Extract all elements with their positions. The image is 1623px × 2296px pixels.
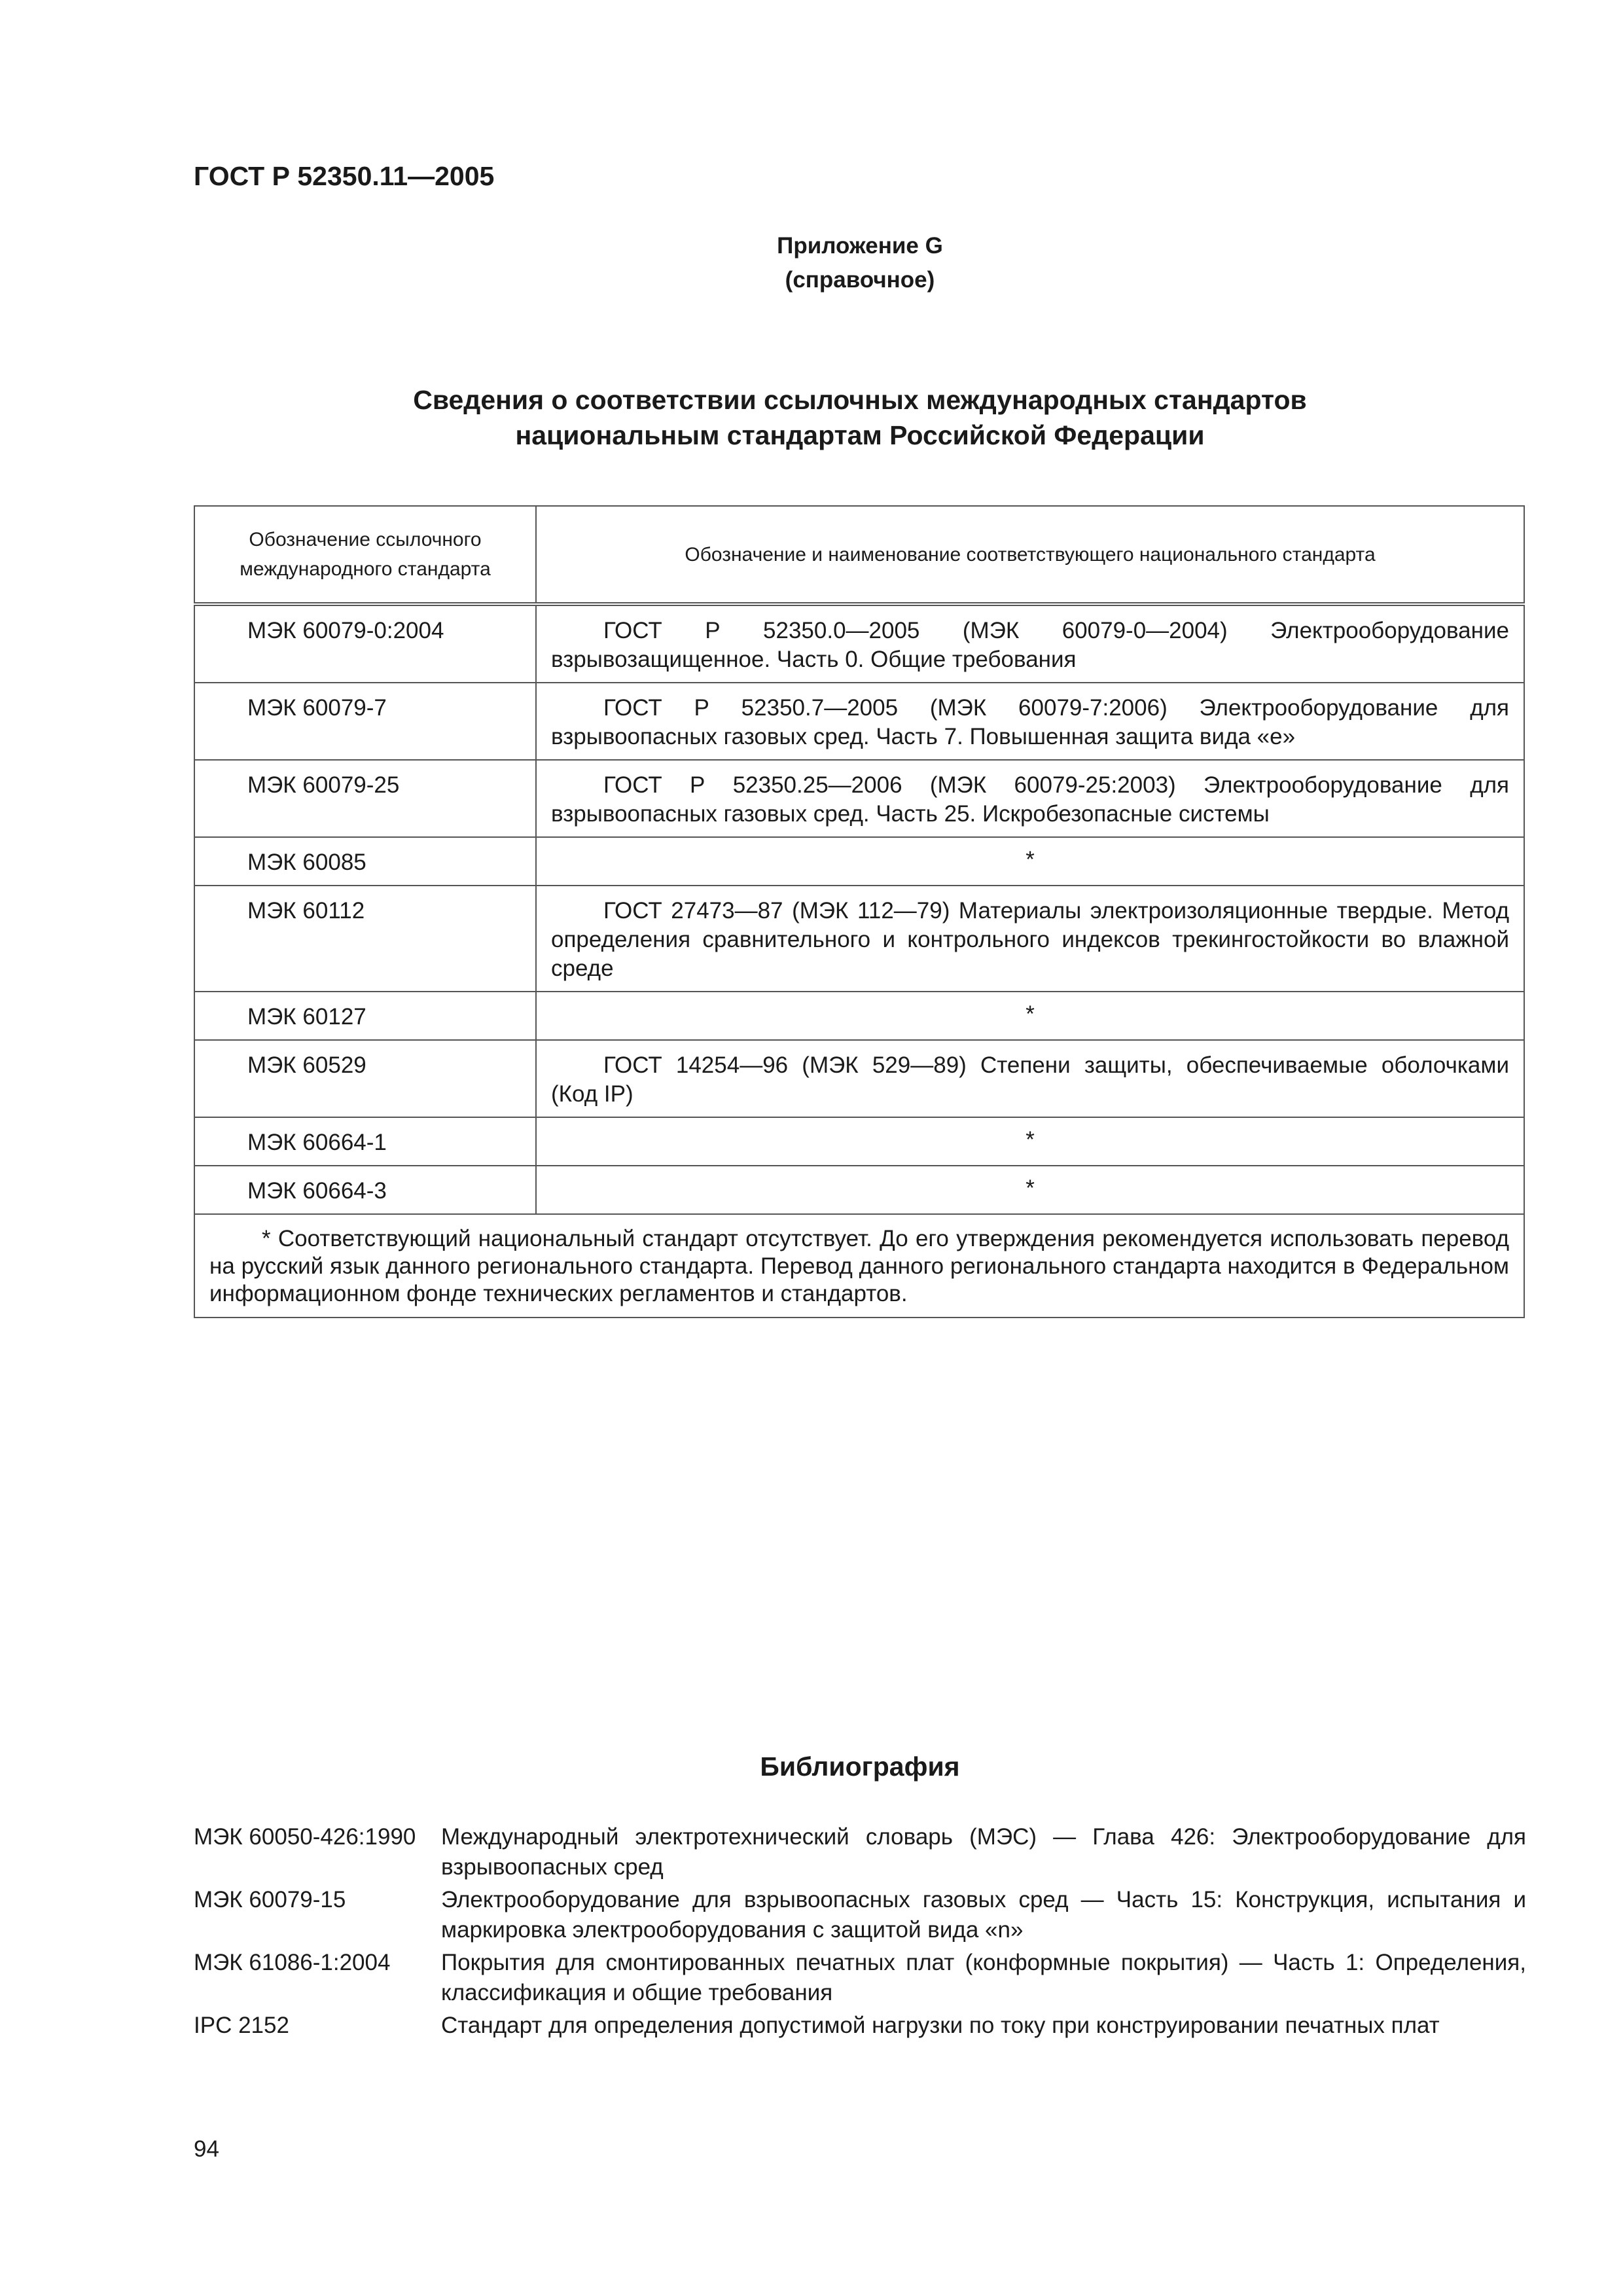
table-cell-national-absent: * <box>536 992 1524 1040</box>
table-cell-ref: МЭК 60112 <box>194 886 536 992</box>
bibliography-text: Покрытия для смонтированных печатных плат (конформные покрытия) — Часть 1: Определения, классификация и общие требования <box>441 1950 1526 2005</box>
bibliography-list <box>194 1822 1526 2043</box>
annex-label: Приложение G <box>777 233 943 259</box>
table-cell-ref: МЭК 60079-25 <box>194 760 536 837</box>
table-row <box>194 604 1524 683</box>
reference-standards-table <box>194 505 1525 1318</box>
table-cell-national <box>536 760 1524 837</box>
table-header-row <box>194 506 1524 604</box>
table-cell-national-absent: * <box>536 1117 1524 1166</box>
annex-heading <box>196 229 1524 297</box>
table-row <box>194 683 1524 760</box>
annex-title-line2: национальным стандартам Российской Федерации <box>515 420 1205 450</box>
page-number: 94 <box>194 2136 219 2162</box>
bibliography-item <box>194 1822 1526 1882</box>
table-cell-national-text: ГОСТ Р 52350.0—2005 (МЭК 60079-0—2004) Электрооборудование взрывозащищенное. Часть 0. Общие требования <box>551 618 1509 672</box>
bibliography-code: IPC 2152 <box>194 2013 289 2038</box>
table-cell-ref: МЭК 60079-0:2004 <box>194 604 536 683</box>
annex-title <box>196 382 1524 453</box>
table-cell-national <box>536 886 1524 992</box>
table-row <box>194 1040 1524 1117</box>
table-cell-national <box>536 683 1524 760</box>
table-cell-ref: МЭК 60079-7 <box>194 683 536 760</box>
bibliography-code: МЭК 60079-15 <box>194 1887 346 1912</box>
annex-type: (справочное) <box>785 267 935 293</box>
table-cell-ref: МЭК 60529 <box>194 1040 536 1117</box>
bibliography-code: МЭК 61086-1:2004 <box>194 1950 391 1975</box>
table-cell-ref: МЭК 60664-3 <box>194 1166 536 1214</box>
bibliography-text: Стандарт для определения допустимой нагрузки по току при конструировании печатных плат <box>441 2013 1440 2038</box>
bibliography-title: Библиография <box>760 1751 960 1782</box>
table-cell-national-absent: * <box>536 837 1524 886</box>
table-cell-ref: МЭК 60127 <box>194 992 536 1040</box>
table-footnote-row <box>194 1214 1524 1318</box>
document-id: ГОСТ Р 52350.11—2005 <box>194 161 495 191</box>
bibliography-item <box>194 1948 1526 2008</box>
table-cell-national-text: ГОСТ Р 52350.7—2005 (МЭК 60079-7:2006) Электрооборудование для взрывоопасных газовых сред. Часть 7. Повышенная защита вида «е» <box>551 695 1509 749</box>
bibliography-text: Электрооборудование для взрывоопасных газовых сред — Часть 15: Конструкция, испытания и маркировка электрооборудования с защитой вида «n» <box>441 1887 1526 1943</box>
table-cell-national-absent: * <box>536 1166 1524 1214</box>
table-cell-ref: МЭК 60085 <box>194 837 536 886</box>
table-footnote <box>194 1214 1524 1318</box>
table-row <box>194 1117 1524 1166</box>
table-header-national: Обозначение и наименование соответствующего национального стандарта <box>536 506 1524 604</box>
table-cell-national-text: ГОСТ 27473—87 (МЭК 112—79) Материалы электроизоляционные твердые. Метод определения сравнительного и контрольного индексов трекингостойкости во влажной среде <box>551 898 1509 981</box>
table-cell-national <box>536 604 1524 683</box>
bibliography-item <box>194 2011 1526 2041</box>
table-row <box>194 886 1524 992</box>
table-row <box>194 992 1524 1040</box>
table-header-ref: Обозначение ссылочного международного стандарта <box>194 506 536 604</box>
table-cell-ref: МЭК 60664-1 <box>194 1117 536 1166</box>
table-cell-national-text: ГОСТ Р 52350.25—2006 (МЭК 60079-25:2003) Электрооборудование для взрывоопасных газовых сред. Часть 25. Искробезопасные системы <box>551 772 1509 827</box>
table-row <box>194 837 1524 886</box>
table-row <box>194 1166 1524 1214</box>
bibliography-item <box>194 1885 1526 1945</box>
table-body <box>194 604 1524 1214</box>
annex-title-line1: Сведения о соответствии ссылочных международных стандартов <box>413 385 1307 415</box>
bibliography-code: МЭК 60050-426:1990 <box>194 1824 416 1850</box>
table-cell-national <box>536 1040 1524 1117</box>
table-row <box>194 760 1524 837</box>
table-cell-national-text: ГОСТ 14254—96 (МЭК 529—89) Степени защиты, обеспечиваемые оболочками (Код IP) <box>551 1052 1509 1107</box>
bibliography-text: Международный электротехнический словарь (МЭС) — Глава 426: Электрооборудование для взрывоопасных сред <box>441 1824 1526 1880</box>
table-footnote-text: * Соответствующий национальный стандарт отсутствует. До его утверждения рекомендуется использовать перевод на русский язык данного регионального стандарта. Перевод данного регионального стандарта находится в Федеральном информационном фонде технических регламентов и стандартов. <box>209 1226 1509 1306</box>
